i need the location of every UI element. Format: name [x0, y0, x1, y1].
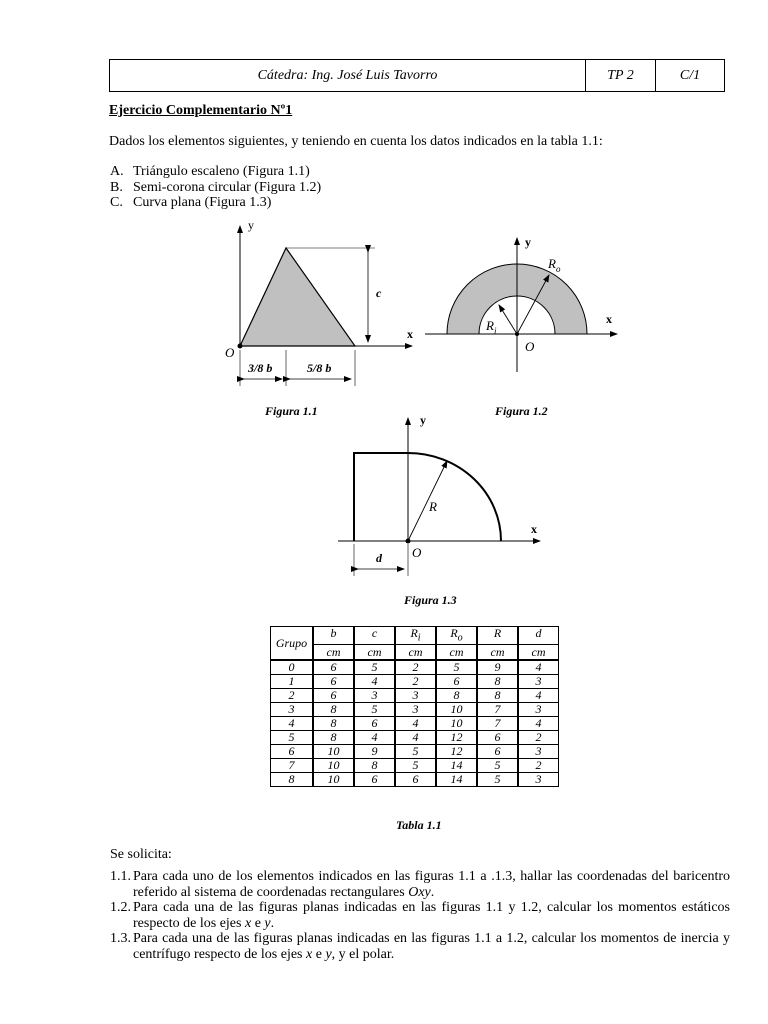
table-cell-group: 3: [271, 703, 314, 717]
fig1-x-label: x: [407, 327, 413, 341]
task-em: x: [244, 915, 252, 931]
fig2-ri-line: [499, 305, 517, 334]
table-cell-group: 6: [271, 745, 314, 759]
table-cell: 2: [518, 731, 559, 745]
table-cell: 4: [518, 660, 559, 675]
fig3-y-label: y: [420, 413, 426, 427]
table-cell: 7: [477, 703, 518, 717]
table-cell-group: 0: [271, 660, 314, 675]
fig2-ro-main: R: [548, 256, 556, 271]
task-item: [110, 931, 730, 962]
figure-1-1: [225, 218, 413, 418]
task-mid: .: [430, 884, 435, 900]
col-sub: i: [417, 632, 421, 644]
task-post: .: [270, 915, 275, 931]
fig2-ri-main: R: [486, 318, 494, 333]
fig3-r-label: R: [429, 499, 437, 514]
table-cell: 2: [395, 675, 436, 689]
fig3-curve: [354, 453, 501, 541]
fig2-x-label: x: [606, 312, 612, 326]
col-name: R: [410, 626, 418, 640]
fig2-ro-sub: o: [555, 264, 561, 274]
col-name: d: [535, 626, 542, 640]
table-cell: 10: [436, 717, 477, 731]
table-cell: 5: [395, 759, 436, 773]
figure-1-2: [425, 235, 617, 418]
task-mid: e: [312, 946, 326, 962]
task-text: [133, 931, 730, 962]
table-cell: 5: [436, 660, 477, 675]
task-em: y: [325, 946, 332, 962]
header-catedra: Cátedra: Ing. José Luis Tavorro: [110, 60, 586, 91]
table-row: [271, 660, 559, 675]
task-number: 1.3.: [110, 931, 131, 946]
list-text: Semi-corona circular (Figura 1.2): [133, 179, 322, 195]
task-item: [110, 869, 730, 900]
table-cell: 6: [354, 773, 395, 787]
table-cell: 2: [395, 660, 436, 675]
table-cell: 5: [395, 745, 436, 759]
table-header-b: [313, 627, 354, 645]
table-cell: 6: [436, 675, 477, 689]
table-cell: 6: [477, 745, 518, 759]
table-unit: cm: [395, 645, 436, 661]
table-cell: 8: [354, 759, 395, 773]
table-cell: 4: [395, 731, 436, 745]
table-cell: 8: [477, 675, 518, 689]
table-cell: 12: [436, 731, 477, 745]
task-pre: Para cada una de las figuras planas indicadas en las figuras 1.1 a 1.2, calcular los momentos de inercia y centrífugo respecto de los ejes: [133, 931, 730, 962]
table-cell-group: 5: [271, 731, 314, 745]
task-pre: Para cada uno de los elementos indicados en las figuras 1.1 a .1.3, hallar las coordenadas del baricentro referido al sistema de coordenadas rectangulares: [133, 869, 730, 900]
task-pre: Para cada una de las figuras planas indicadas en las figuras 1.1 y 1.2, calcular los momentos estáticos respecto de los ejes: [133, 900, 730, 931]
fig2-ri-sub: i: [493, 326, 497, 336]
table-cell-group: 1: [271, 675, 314, 689]
list-text: Curva plana (Figura 1.3): [133, 195, 272, 210]
table-cell: 5: [354, 703, 395, 717]
table-cell: 5: [477, 759, 518, 773]
table-cell-group: 4: [271, 717, 314, 731]
table-cell: 6: [313, 675, 354, 689]
table-unit: cm: [436, 645, 477, 661]
table-cell: 12: [436, 745, 477, 759]
table-row: [271, 773, 559, 787]
table-cell: 8: [313, 717, 354, 731]
fig3-x-label: x: [531, 522, 537, 536]
table-unit: cm: [313, 645, 354, 661]
table-unit: cm: [477, 645, 518, 661]
table-cell-group: 8: [271, 773, 314, 787]
table-row: [271, 689, 559, 703]
table-header-ri: [395, 627, 436, 645]
task-em: y: [264, 915, 271, 931]
fig2-y-label: y: [525, 235, 531, 249]
table-cell: 10: [436, 703, 477, 717]
task-mid: e: [251, 915, 265, 931]
table-header-d: [518, 627, 559, 645]
fig3-origin-label: O: [412, 545, 422, 560]
table-cell: 3: [518, 703, 559, 717]
table-cell: 7: [477, 717, 518, 731]
fig1-y-label: y: [248, 218, 254, 232]
table-cell: 10: [313, 745, 354, 759]
tasks-list: [110, 869, 730, 962]
table-caption: Tabla 1.1: [396, 818, 442, 832]
table-cell: 2: [518, 759, 559, 773]
task-post: , y el polar.: [331, 946, 395, 962]
table-cell: 4: [395, 717, 436, 731]
task-em: Oxy: [408, 884, 431, 900]
task-text: [133, 900, 730, 931]
table-cell: 10: [313, 759, 354, 773]
solicita-text: Se solicita:: [110, 847, 172, 862]
fig1-origin-dot: [238, 344, 243, 349]
figure-1-3: [338, 413, 540, 607]
table-row: [271, 731, 559, 745]
table-cell: 3: [518, 675, 559, 689]
task-text: [133, 869, 730, 900]
table-cell: 8: [436, 689, 477, 703]
header-tp: TP 2: [586, 60, 656, 91]
table-cell: 5: [477, 773, 518, 787]
table-header-r: [477, 627, 518, 645]
fig1-origin-label: O: [225, 345, 235, 360]
table-cell: 9: [354, 745, 395, 759]
fig1-c-label: c: [376, 286, 382, 300]
table-cell: 3: [518, 745, 559, 759]
fig1-caption: Figura 1.1: [265, 404, 318, 418]
list-label: A.: [110, 164, 124, 179]
table-cell-group: 7: [271, 759, 314, 773]
col-name: R: [450, 626, 458, 640]
intro-text: Dados los elementos siguientes, y teniendo en cuenta los datos indicados en la tabla 1.1:: [109, 134, 603, 149]
table-unit: cm: [518, 645, 559, 661]
col-name: R: [493, 626, 502, 640]
table-cell: 4: [354, 731, 395, 745]
table-cell: 4: [354, 675, 395, 689]
table-cell: 8: [477, 689, 518, 703]
header-code: C/1: [679, 67, 701, 83]
fig2-origin-dot: [515, 332, 519, 336]
table-cell: 5: [354, 660, 395, 675]
col-name: c: [371, 626, 378, 640]
fig2-ri-label: [485, 318, 497, 336]
table-cell: 6: [354, 717, 395, 731]
table-cell: 8: [313, 703, 354, 717]
table-cell: 4: [518, 717, 559, 731]
table-cell: 6: [313, 689, 354, 703]
table-row: [271, 717, 559, 731]
task-item: [110, 900, 730, 931]
list-label: B.: [110, 179, 123, 195]
table-cell: 6: [313, 660, 354, 675]
fig1-left-dim-label: 3/8 b: [248, 361, 273, 375]
table-cell: 6: [395, 773, 436, 787]
fig3-d-label: d: [376, 551, 382, 565]
fig1-right-dim-label: 5/8 b: [307, 361, 332, 375]
table-cell: 14: [436, 759, 477, 773]
fig2-origin-label: O: [525, 339, 535, 354]
fig3-r-line: [408, 461, 447, 541]
table-cell: 8: [313, 731, 354, 745]
col-name: b: [330, 626, 337, 640]
table-row: [271, 675, 559, 689]
table-header-c: [354, 627, 395, 645]
task-em: x: [306, 946, 313, 962]
fig3-origin-dot: [406, 539, 411, 544]
list-text: Triángulo escaleno (Figura 1.1): [133, 164, 310, 179]
list-label: C.: [110, 195, 123, 210]
table-cell: 3: [354, 689, 395, 703]
fig1-triangle: [240, 248, 355, 346]
table-row: [271, 703, 559, 717]
fig2-caption: Figura 1.2: [495, 404, 548, 418]
task-number: 1.1.: [110, 869, 131, 884]
data-table: [270, 626, 559, 787]
task-number: 1.2.: [110, 900, 131, 915]
col-sub: o: [457, 632, 463, 644]
table-cell: 3: [518, 773, 559, 787]
table-cell: 3: [395, 689, 436, 703]
fig3-caption: Figura 1.3: [404, 593, 457, 607]
table-cell: 6: [477, 731, 518, 745]
exercise-title: Ejercicio Complementario Nº1: [109, 103, 293, 118]
table-cell: 14: [436, 773, 477, 787]
table-header-group: Grupo: [271, 627, 314, 661]
table-cell: 9: [477, 660, 518, 675]
table-row: [271, 745, 559, 759]
table-header-ro: [436, 627, 477, 645]
table-body: [271, 660, 559, 787]
table-cell: 3: [395, 703, 436, 717]
table-unit: cm: [354, 645, 395, 661]
table-row: [271, 759, 559, 773]
table-cell: 4: [518, 689, 559, 703]
table-cell-group: 2: [271, 689, 314, 703]
table-cell: 10: [313, 773, 354, 787]
